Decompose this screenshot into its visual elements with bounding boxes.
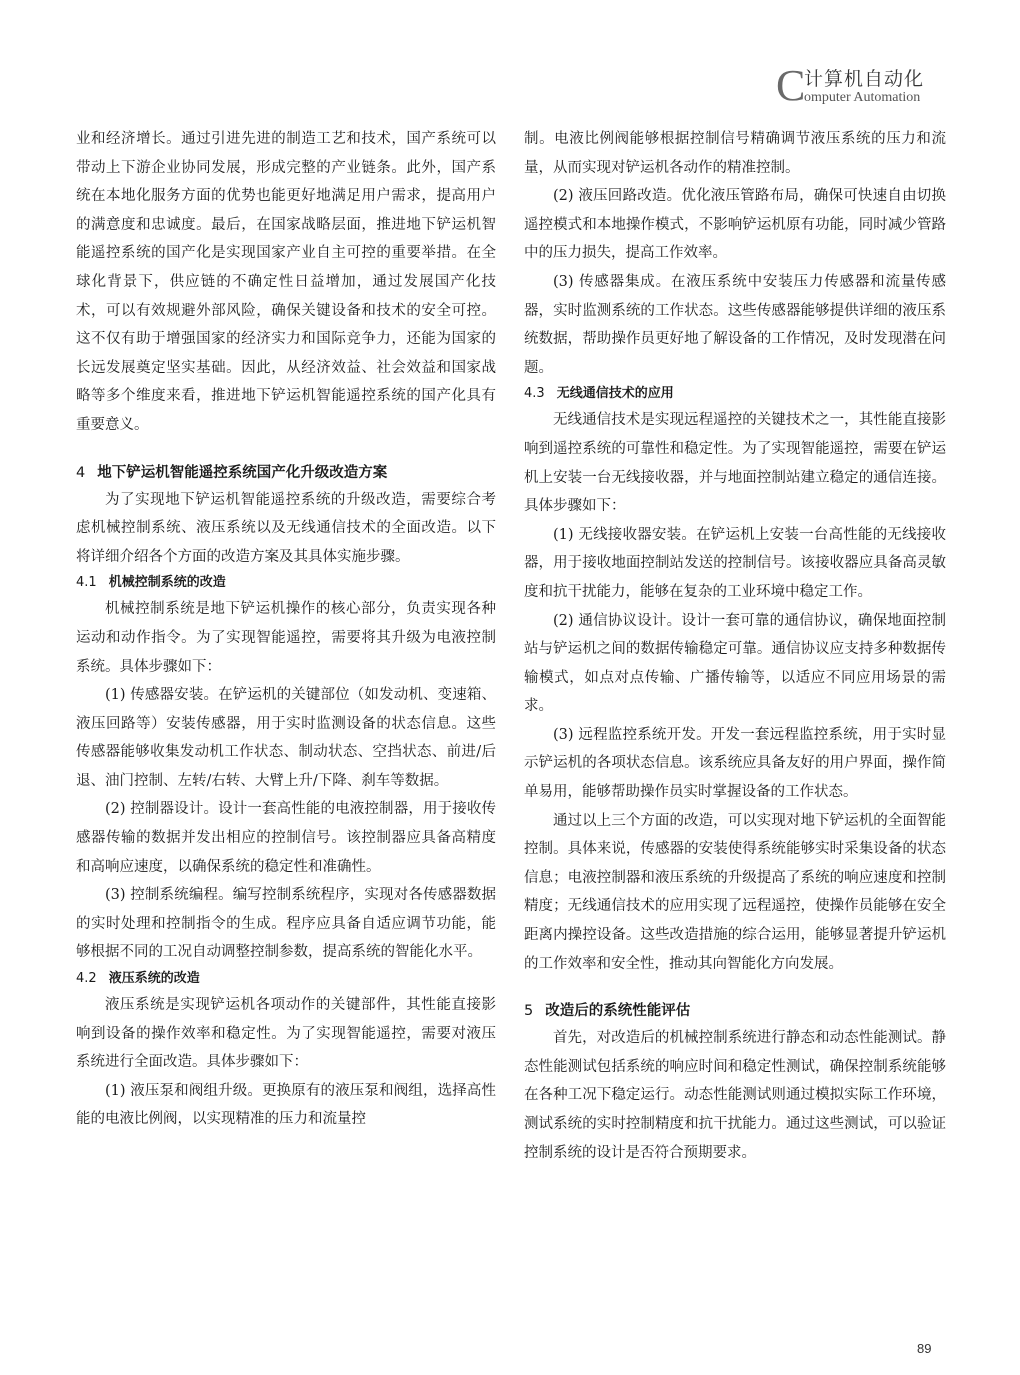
subsection-number: 4.1 bbox=[76, 575, 97, 591]
section-number: 5 bbox=[524, 1003, 534, 1020]
paragraph: (1) 无线接收器安装。在铲运机上安装一台高性能的无线接收器，用于接收地面控制站发送的控制信号。该接收器应具备高灵敏度和抗干扰能力，能够在复杂的工业环境中稳定工作。 bbox=[524, 526, 946, 600]
paragraph: 业和经济增长。通过引进先进的制造工艺和技术，国产系统可以带动上下游企业协同发展，形成完整的产业链条。此外，国产系统在本地化服务方面的优势也能更好地满足用户需求，提高用户的满意度和忠诚度。最后，在国家战略层面，推进地下铲运机智能遥控系统的国产化是实现国家产业自主可控的重要举措。在全球化背景下，供应链的不确定性日益增加，通过发展国产化技术，可以有效规避外部风险，确保关键设备和技术的安全可控。这不仅有助于增强国家的经济实力和国际竞争力，还能为国家的长远发展奠定坚实基础。因此，从经济效益、社会效益和国家战略等多个维度来看，推进地下铲运机智能遥控系统的国产化具有重要意义。 bbox=[76, 131, 496, 433]
paragraph: (3) 控制系统编程。编写控制系统程序，实现对各传感器数据的实时处理和控制指令的生成。程序应具备自适应调节功能，能够根据不同的工况自动调整控制参数，提高系统的智能化水平。 bbox=[76, 887, 496, 961]
page-number: 89 bbox=[917, 1341, 932, 1356]
subsection-heading-4-1 bbox=[76, 571, 496, 595]
subsection-number: 4.2 bbox=[76, 971, 97, 987]
journal-logo-letter: C bbox=[776, 61, 806, 110]
left-column bbox=[76, 125, 496, 1134]
subsection-title: 无线通信技术的应用 bbox=[556, 386, 674, 402]
paragraph: (2) 控制器设计。设计一套高性能的电液控制器，用于接收传感器传输的数据并发出相应的控制信号。该控制器应具备高精度和高响应速度，以确保系统的稳定性和准确性。 bbox=[76, 801, 496, 875]
section-title: 改造后的系统性能评估 bbox=[545, 1003, 691, 1020]
paragraph: 无线通信技术是实现远程遥控的关键技术之一，其性能直接影响到遥控系统的可靠性和稳定性。为了实现智能遥控，需要在铲运机上安装一台无线接收器，并与地面控制站建立稳定的通信连接。具体步骤如下： bbox=[524, 412, 946, 515]
section-number: 4 bbox=[76, 464, 86, 481]
subsection-heading-4-3 bbox=[524, 382, 946, 406]
paragraph: 通过以上三个方面的改造，可以实现对地下铲运机的全面智能控制。具体来说，传感器的安装使得系统能够实时采集设备的状态信息；电液控制器和液压系统的升级提高了系统的响应速度和控制精度；无线通信技术的应用实现了远程遥控，使操作员能够在安全距离内操控设备。这些改造措施的综合运用，能够显著提升铲运机的工作效率和安全性，推动其向智能化方向发展。 bbox=[524, 812, 946, 972]
paragraph: (1) 液压泵和阀组升级。更换原有的液压泵和阀组，选择高性能的电液比例阀，以实现精准的压力和流量控 bbox=[76, 1082, 496, 1128]
paragraph: (2) 通信协议设计。设计一套可靠的通信协议，确保地面控制站与铲运机之间的数据传输稳定可靠。通信协议应支持多种数据传输模式，如点对点传输、广播传输等，以适应不同应用场景的需求。 bbox=[524, 612, 946, 715]
subsection-title: 液压系统的改造 bbox=[108, 971, 200, 987]
section-heading-4 bbox=[76, 460, 496, 486]
paragraph: (3) 远程监控系统开发。开发一套远程监控系统，用于实时显示铲运机的各项状态信息。该系统应具备友好的用户界面，操作简单易用，能够帮助操作员实时掌握设备的工作状态。 bbox=[524, 726, 946, 801]
journal-header bbox=[776, 61, 956, 110]
subsection-number: 4.3 bbox=[524, 386, 545, 402]
paragraph: 制。电液比例阀能够根据控制信号精确调节液压系统的压力和流量，从而实现对铲运机各动作的精准控制。 bbox=[524, 131, 946, 176]
paragraph: 为了实现地下铲运机智能遥控系统的升级改造，需要综合考虑机械控制系统、液压系统以及无线通信技术的全面改造。以下将详细介绍各个方面的改造方案及其具体实施步骤。 bbox=[76, 491, 496, 565]
paragraph: 机械控制系统是地下铲运机操作的核心部分，负责实现各种运动和动作指令。为了实现智能遥控，需要将其升级为电液控制系统。具体步骤如下： bbox=[76, 601, 496, 675]
subsection-heading-4-2 bbox=[76, 967, 496, 991]
paragraph: (1) 传感器安装。在铲运机的关键部位（如发动机、变速箱、液压回路等）安装传感器，用于实时监测设备的状态信息。这些传感器能够收集发动机工作状态、制动状态、空挡状态、前进/后退、油门控制、左转/右转、大臂上升/下降、刹车等数据。 bbox=[76, 687, 496, 789]
paragraph: (3) 传感器集成。在液压系统中安装压力传感器和流量传感器，实时监测系统的工作状态。这些传感器能够提供详细的液压系统数据，帮助操作员更好地了解设备的工作情况，及时发现潜在问题。 bbox=[524, 273, 946, 376]
right-column bbox=[524, 125, 946, 1167]
paragraph: 液压系统是实现铲运机各项动作的关键部件，其性能直接影响到设备的操作效率和稳定性。为了实现智能遥控，需要对液压系统进行全面改造。具体步骤如下： bbox=[76, 997, 496, 1071]
paragraph: 首先，对改造后的机械控制系统进行静态和动态性能测试。静态性能测试包括系统的响应时间和稳定性测试，确保控制系统能够在各种工况下稳定运行。动态性能测试则通过模拟实际工作环境，测试系统的实时控制精度和抗干扰能力。通过这些测试，可以验证控制系统的设计是否符合预期要求。 bbox=[524, 1030, 946, 1161]
paragraph: (2) 液压回路改造。优化液压管路布局，确保可快速自由切换遥控模式和本地操作模式，不影响铲运机原有功能，同时减少管路中的压力损失，提高工作效率。 bbox=[524, 188, 946, 262]
section-heading-5 bbox=[524, 998, 946, 1024]
journal-title-cn: 计算机自动化 bbox=[804, 68, 925, 90]
section-title: 地下铲运机智能遥控系统国产化升级改造方案 bbox=[97, 464, 388, 481]
journal-title-en: omputer Automation bbox=[804, 90, 921, 105]
subsection-title: 机械控制系统的改造 bbox=[108, 575, 226, 591]
